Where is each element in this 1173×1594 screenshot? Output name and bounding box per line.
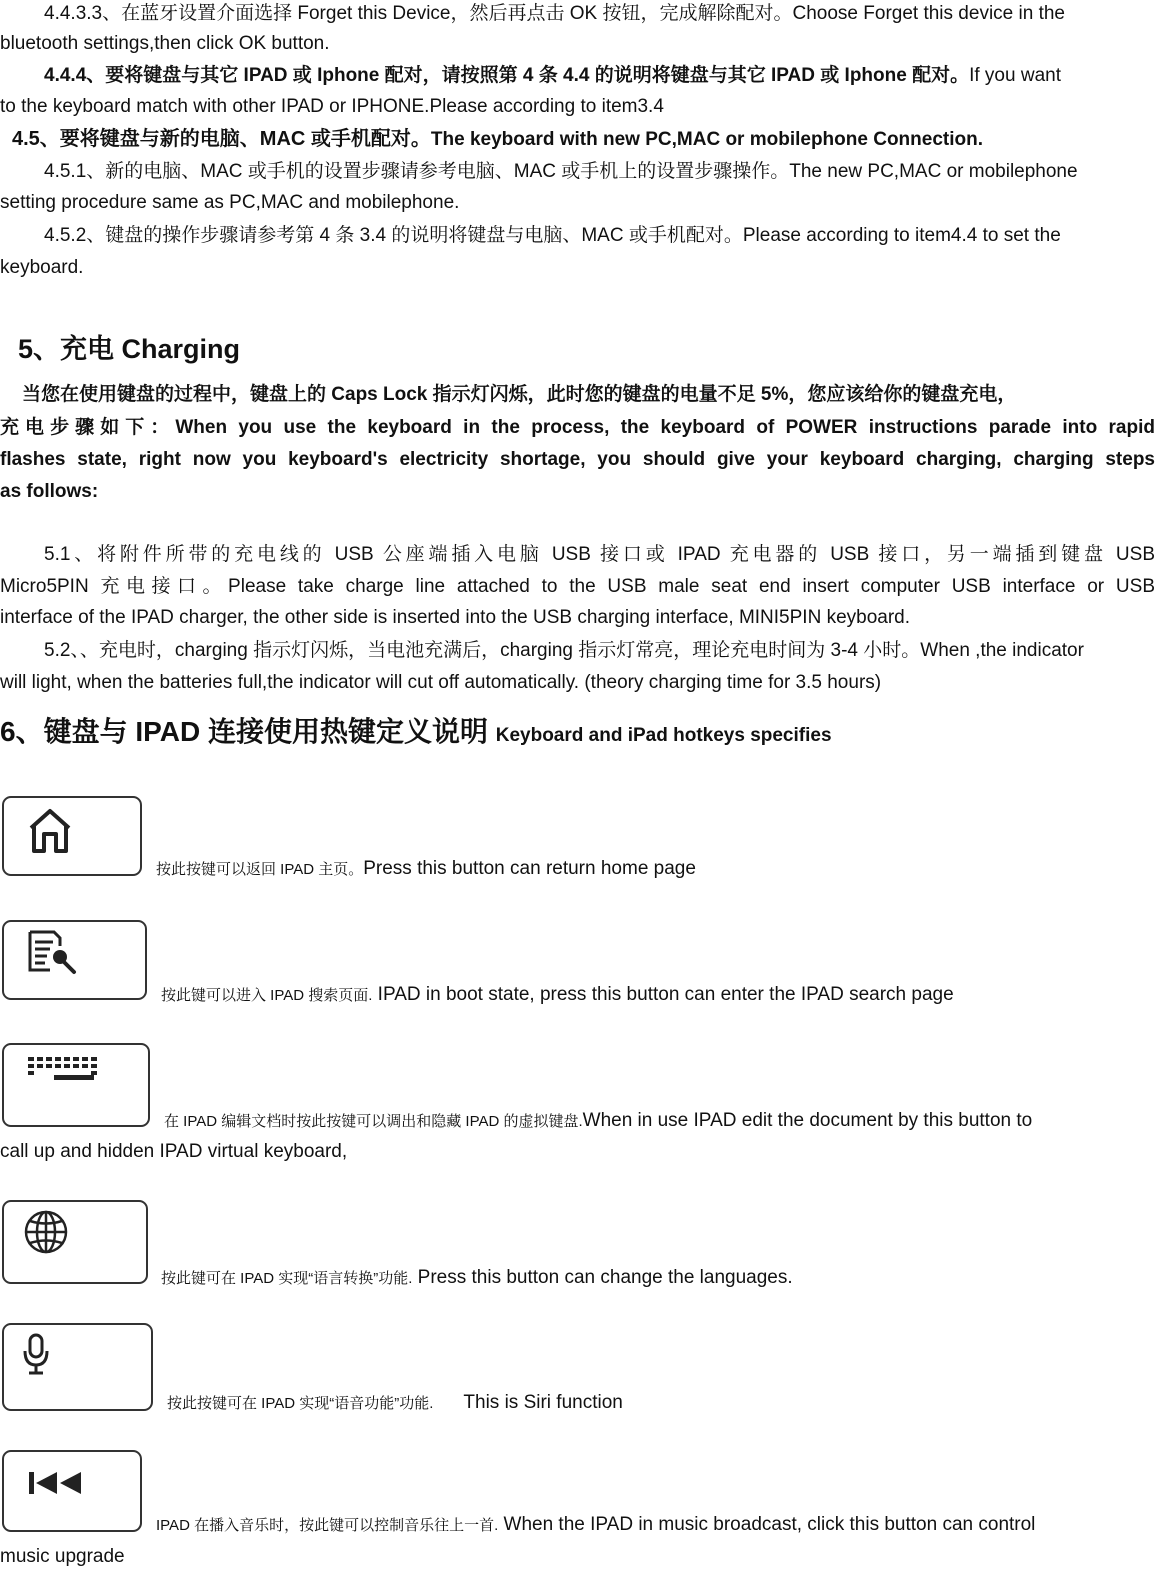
- hotkey-keyboard-en: When in use IPAD edit the document by this button to: [582, 1110, 1033, 1131]
- hotkey-home-cn: 按此按键可以返回 IPAD 主页。: [156, 861, 364, 878]
- hotkey-language-cn: 按此键可在 IPAD 实现“语言转换”功能.: [161, 1270, 413, 1287]
- section-6-heading-cn: 6、键盘与 IPAD 连接使用热键定义说明: [0, 716, 488, 747]
- para-4-4-3-3-line2: bluetooth settings,then click OK button.: [0, 33, 330, 54]
- hotkey-home-en: Press this button can return home page: [363, 858, 696, 879]
- para-4-5-2-line1: 4.5.2、键盘的操作步骤请参考第 4 条 3.4 的说明将键盘与电脑、MAC 或手机配对。Please according to item4.4 to set the: [44, 225, 1061, 246]
- section-4-5-heading-en: The keyboard with new PC,MAC or mobilephone Connection.: [430, 129, 983, 150]
- hotkey-previous-track-desc-line2: music upgrade: [0, 1546, 125, 1567]
- para-5-1-line3: interface of the IPAD charger, the other side is inserted into the USB charging interface, MINI5PIN keyboard.: [0, 607, 911, 628]
- section-6-heading: [0, 716, 832, 752]
- hotkey-keyboard-cn: 在 IPAD 编辑文档时按此按键可以调出和隐藏 IPAD 的虚拟键盘.: [164, 1113, 583, 1130]
- hotkey-previous-track-en: When the IPAD in music broadcast, click this button can control: [498, 1514, 1036, 1535]
- hotkey-search-cn: 按此键可以进入 IPAD 搜索页面.: [161, 987, 373, 1004]
- hotkey-siri-cn: 按此按键可在 IPAD 实现“语音功能”功能.: [167, 1395, 434, 1412]
- previous-track-key: [2, 1450, 142, 1532]
- hotkey-language-desc: [161, 1266, 793, 1291]
- section-4-5-heading-cn: 4.5、要将键盘与新的电脑、MAC 或手机配对。: [12, 128, 431, 150]
- hotkey-home-desc: [156, 857, 696, 882]
- search-key: [2, 920, 147, 1000]
- section-5-heading: 5、充电 Charging: [18, 334, 241, 364]
- section-5-intro-line4: as follows:: [0, 481, 99, 502]
- para-4-4-3-3-line1: 4.4.3.3、在蓝牙设置介面选择 Forget this Device，然后再点击 OK 按钮，完成解除配对。Choose Forget this device in the: [44, 3, 1065, 24]
- search-document-icon: [4, 922, 145, 998]
- section-5-intro-line1: 当您在使用键盘的过程中，键盘上的 Caps Lock 指示灯闪烁，此时您的键盘的电量不足 5%，您应该给你的键盘充电，: [22, 384, 1017, 405]
- keyboard-icon: [4, 1045, 148, 1125]
- hotkey-keyboard-desc-line2: call up and hidden IPAD virtual keyboard,: [0, 1141, 348, 1162]
- siri-key: [2, 1323, 153, 1411]
- hotkey-search-en: IPAD in boot state, press this button can enter the IPAD search page: [372, 984, 954, 1005]
- previous-track-icon: [4, 1452, 140, 1530]
- hotkey-previous-track-desc: [156, 1513, 1035, 1538]
- section-5-intro-line3: flashes state, right now you keyboard's electricity shortage, you should give your keyboard charging, charging steps: [0, 449, 1155, 470]
- para-4-4-4-line1: [44, 64, 1061, 88]
- hotkey-siri-en: This is Siri function: [463, 1392, 623, 1413]
- hotkey-previous-track-cn: IPAD 在播入音乐时，按此键可以控制音乐往上一首.: [156, 1517, 499, 1534]
- section-4-5-heading: [12, 127, 983, 152]
- home-key: [2, 796, 142, 876]
- para-5-2-line2: will light, when the batteries full,the indicator will cut off automatically. (theory charging time for 3.5 hours): [0, 672, 882, 693]
- globe-icon: [4, 1202, 146, 1282]
- para-5-1-line2: Micro5PIN 充电接口。Please take charge line attached to the USB male seat end insert computer USB interface or USB: [0, 576, 1155, 597]
- para-5-1-line1: 5.1、将附件所带的充电线的 USB 公座端插入电脑 USB 接口或 IPAD 充电器的 USB 接口，另一端插到键盘 USB: [44, 544, 1155, 565]
- section-5-intro-line2: 充电步骤如下：When you use the keyboard in the process, the keyboard of POWER instructions parade into rapid: [0, 417, 1155, 438]
- language-key: [2, 1200, 148, 1284]
- section-6-heading-en: Keyboard and iPad hotkeys specifies: [495, 725, 832, 746]
- para-4-4-4-bold: 4.4.4、要将键盘与其它 IPAD 或 Iphone 配对，请按照第 4 条 4.4 的说明将键盘与其它 IPAD 或 Iphone 配对。: [44, 65, 970, 86]
- hotkey-keyboard-desc: [164, 1109, 1032, 1134]
- microphone-icon: [4, 1325, 151, 1409]
- para-4-4-4-line2: to the keyboard match with other IPAD or IPHONE.Please according to item3.4: [0, 96, 664, 117]
- para-4-4-4-rest: If you want: [969, 65, 1061, 86]
- home-icon: [4, 798, 140, 874]
- hotkey-siri-desc: [167, 1391, 623, 1416]
- para-5-2-line1: 5.2、、充电时，charging 指示灯闪烁，当电池充满后，charging 指示灯常亮，理论充电时间为 3-4 小时。When ,the indicator: [44, 640, 1084, 661]
- para-4-5-1-line2: setting procedure same as PC,MAC and mobilephone.: [0, 192, 460, 213]
- keyboard-key: [2, 1043, 150, 1127]
- para-4-5-2-line2: keyboard.: [0, 257, 84, 278]
- para-4-5-1-line1: 4.5.1、新的电脑、MAC 或手机的设置步骤请参考电脑、MAC 或手机上的设置步骤操作。The new PC,MAC or mobilephone: [44, 161, 1078, 182]
- hotkey-search-desc: [161, 983, 954, 1008]
- hotkey-language-en: Press this button can change the languages.: [412, 1267, 793, 1288]
